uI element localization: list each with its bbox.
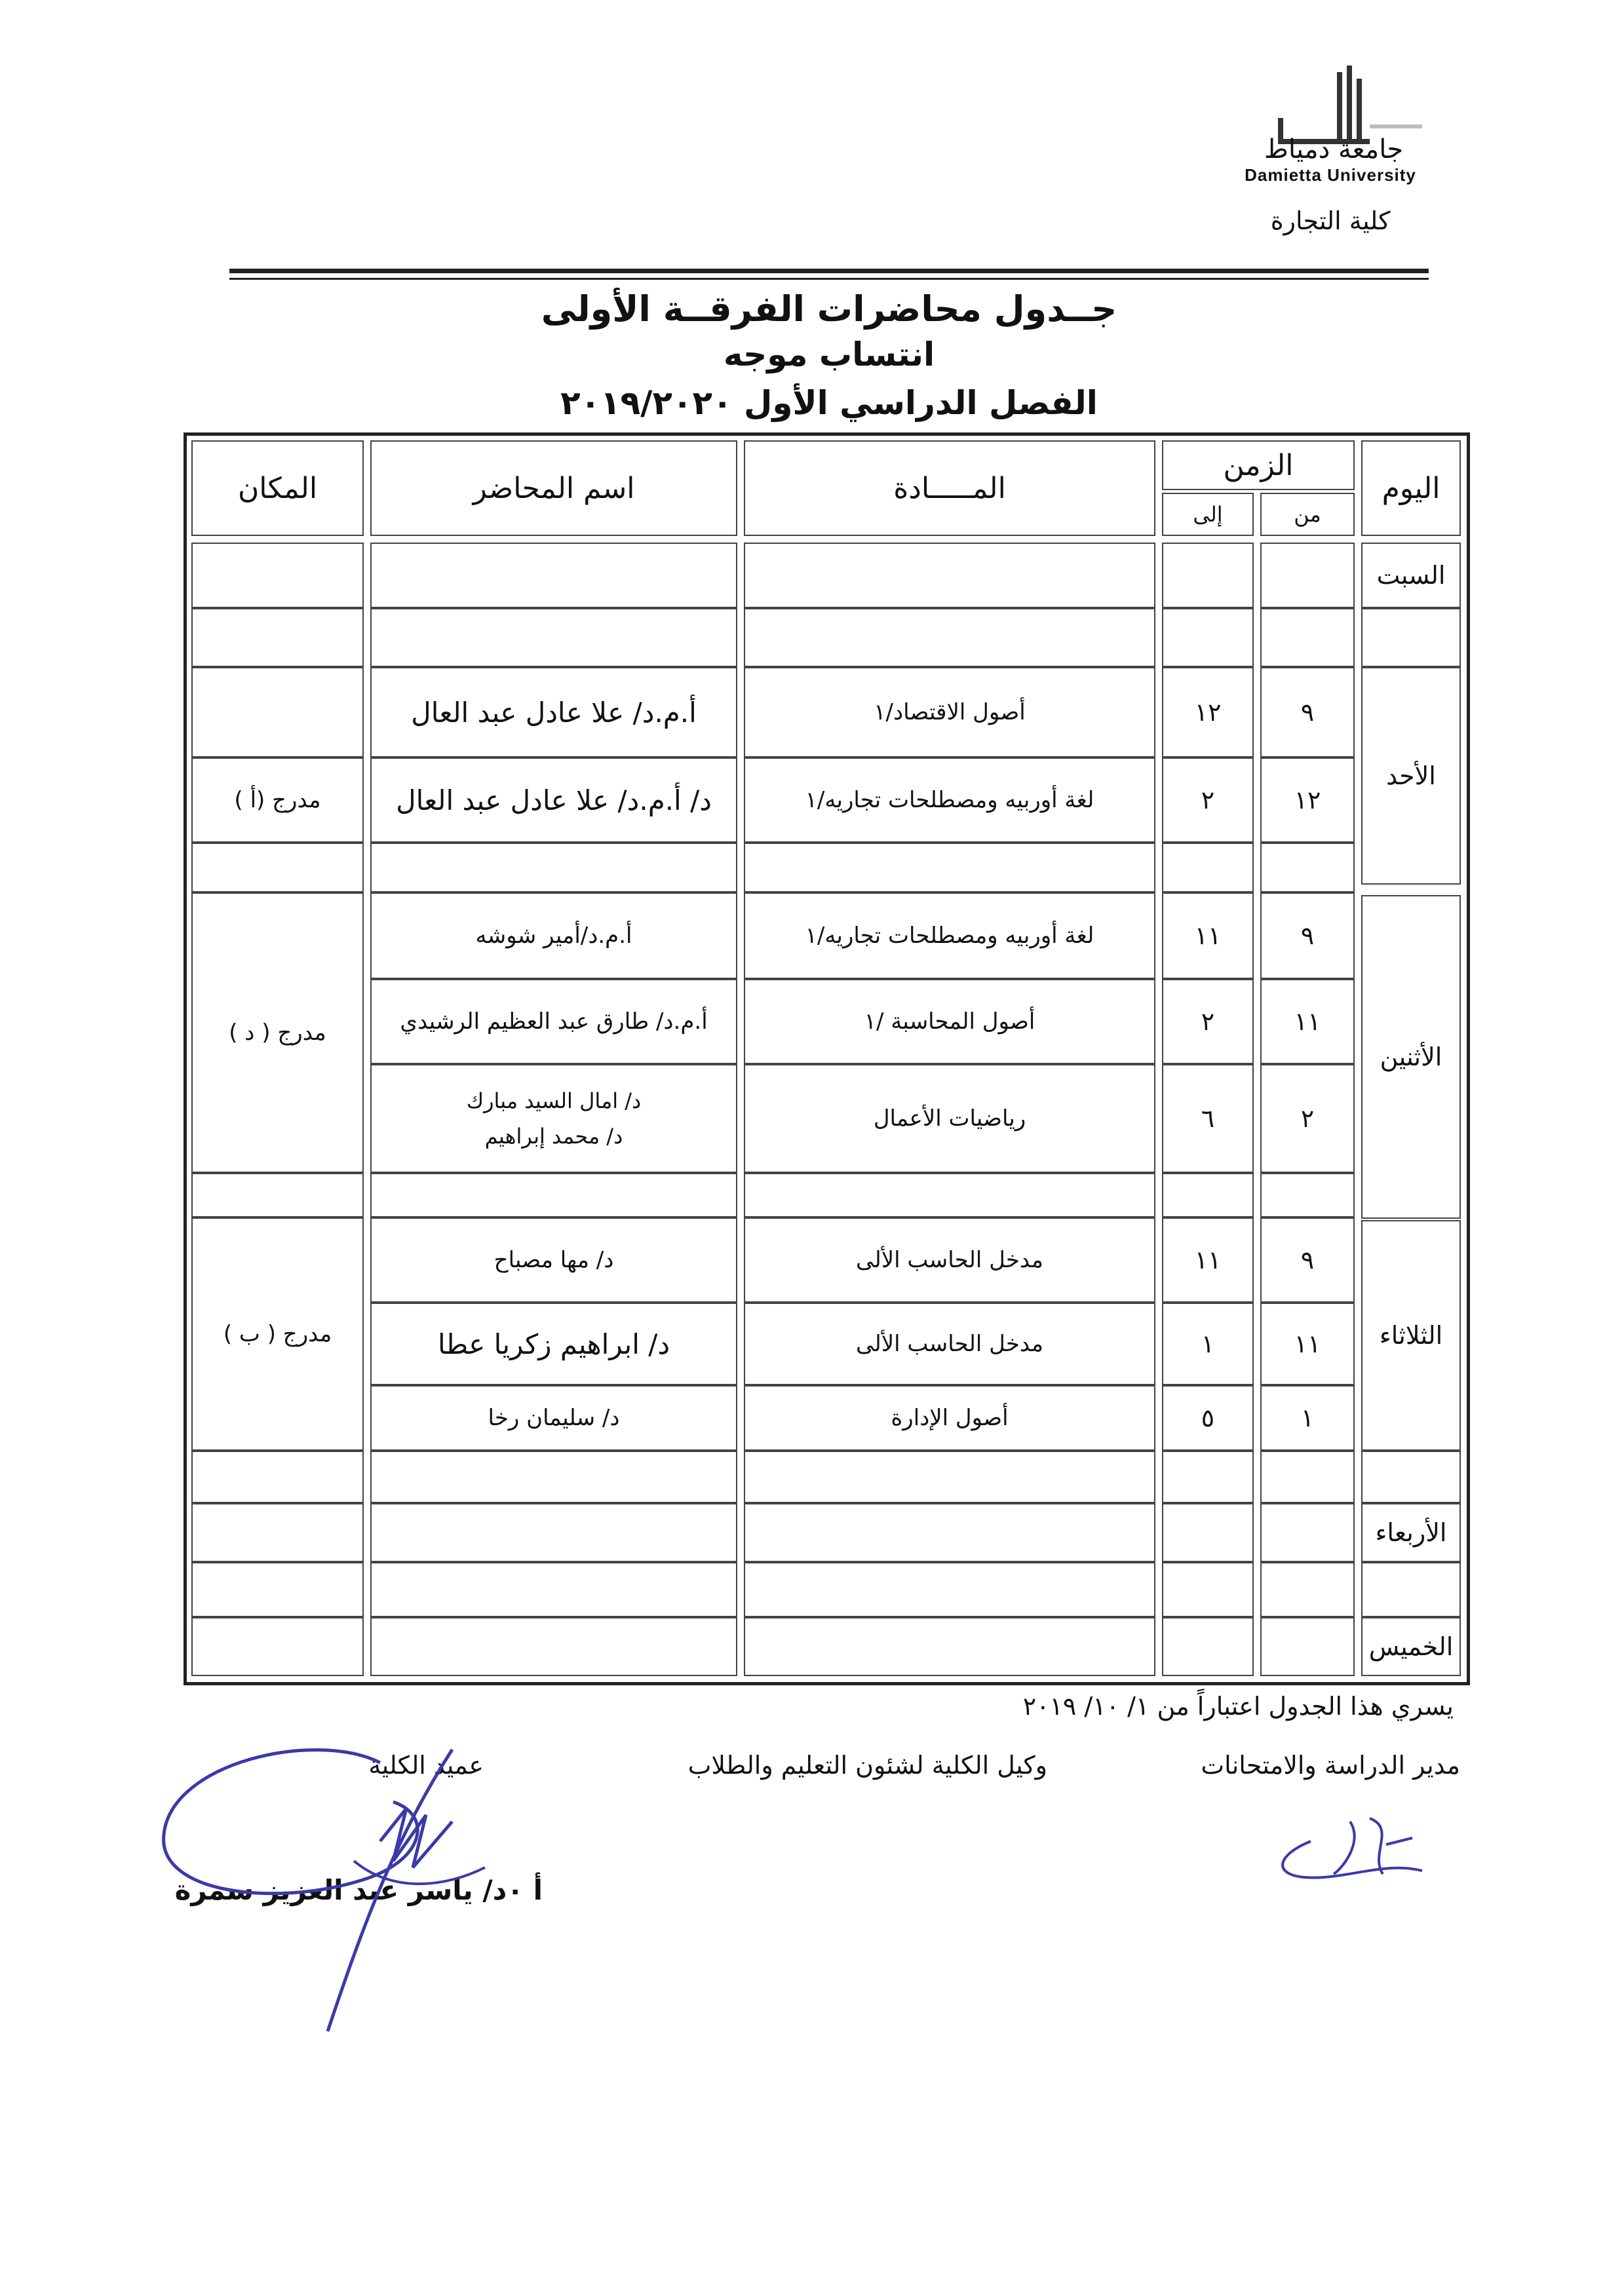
table-row-empty xyxy=(1260,543,1355,608)
row-3-lecturer: أ.م.د/أمير شوشه xyxy=(370,892,737,979)
table-row-empty xyxy=(744,1451,1155,1503)
row-8-subject: أصول الإدارة xyxy=(744,1385,1155,1451)
row-3-from: ٩ xyxy=(1260,892,1355,979)
row-5-lecturer-cell xyxy=(370,1064,737,1173)
table-row-empty xyxy=(1260,1503,1355,1562)
row-4-to: ٢ xyxy=(1162,979,1254,1064)
table-row-empty xyxy=(370,1617,737,1676)
dean-title: عميد الكلية xyxy=(368,1751,484,1780)
document-title: جــدول محاضرات الفرقــة الأولى xyxy=(541,288,1117,330)
row-2-lecturer: د/ أ.م.د/ علا عادل عبد العال xyxy=(370,757,737,843)
table-row-empty xyxy=(191,1451,364,1503)
table-row-empty xyxy=(744,1562,1155,1617)
header-rule xyxy=(229,269,1429,273)
row-5-from: ٢ xyxy=(1260,1064,1355,1173)
dean-name: أ ٠د/ ياسر عبد العزيز سمرة xyxy=(174,1874,543,1906)
place-hall-a: مدرج (أ ) xyxy=(191,757,364,843)
table-row-empty xyxy=(744,1503,1155,1562)
table-row-empty xyxy=(191,843,364,892)
semester-title: الفصل الدراسي الأول ٢٠١٩/٢٠٢٠ xyxy=(560,384,1098,422)
row-6-from: ٩ xyxy=(1260,1217,1355,1303)
row-8-from: ١ xyxy=(1260,1385,1355,1451)
place-sunday-top xyxy=(191,667,364,757)
table-row-empty xyxy=(1260,1451,1355,1503)
row-5-subject: رياضيات الأعمال xyxy=(744,1064,1155,1173)
table-row-empty xyxy=(744,608,1155,667)
row-3-subject: لغة أوربيه ومصطلحات تجاريه/١ xyxy=(744,892,1155,979)
day-saturday: السبت xyxy=(1361,543,1461,608)
table-row-empty xyxy=(370,1503,737,1562)
day-tuesday: الثلاثاء xyxy=(1361,1220,1461,1451)
table-row-empty xyxy=(1162,843,1254,892)
table-row-empty xyxy=(744,543,1155,608)
header-subject: المـــــادة xyxy=(744,440,1155,536)
row-4-from: ١١ xyxy=(1260,979,1355,1064)
row-6-lecturer: د/ مها مصباح xyxy=(370,1217,737,1303)
header-from: من xyxy=(1260,493,1355,536)
table-row-empty xyxy=(191,1173,364,1217)
header-place: المكان xyxy=(191,440,364,536)
row-2-to: ٢ xyxy=(1162,757,1254,843)
table-row-empty xyxy=(191,1562,364,1617)
table-row-empty xyxy=(370,543,737,608)
row-2-subject: لغة أوربيه ومصطلحات تجاريه/١ xyxy=(744,757,1155,843)
document-subtitle: انتساب موجه xyxy=(723,335,935,373)
table-row-empty xyxy=(1162,1173,1254,1217)
table-row-empty xyxy=(744,843,1155,892)
header-to: إلى xyxy=(1162,493,1254,536)
row-4-subject: أصول المحاسبة /١ xyxy=(744,979,1155,1064)
faculty-name: كلية التجارة xyxy=(1270,206,1391,235)
director-title: مدير الدراسة والامتحانات xyxy=(1201,1751,1460,1780)
day-thursday: الخميس xyxy=(1361,1617,1461,1676)
table-row-empty xyxy=(191,608,364,667)
header-day: اليوم xyxy=(1361,440,1461,536)
day-sunday: الأحد xyxy=(1361,667,1461,885)
table-row-empty xyxy=(191,1503,364,1562)
table-row-empty xyxy=(191,543,364,608)
day-wednesday-spacer2 xyxy=(1361,1562,1461,1617)
row-5-lecturer-2: د/ محمد إبراهيم xyxy=(484,1124,623,1149)
row-5-lecturer: د/ امال السيد مبارك xyxy=(466,1088,642,1113)
table-row-empty xyxy=(370,1451,737,1503)
row-4-lecturer: أ.م.د/ طارق عبد العظيم الرشيدي xyxy=(370,979,737,1064)
table-row-empty xyxy=(1260,1562,1355,1617)
row-3-to: ١١ xyxy=(1162,892,1254,979)
table-row-empty xyxy=(1162,1451,1254,1503)
table-row-empty xyxy=(370,1562,737,1617)
row-7-from: ١١ xyxy=(1260,1303,1355,1385)
row-1-lecturer: أ.م.د/ علا عادل عبد العال xyxy=(370,667,737,757)
row-1-to: ١٢ xyxy=(1162,667,1254,757)
dean-signature xyxy=(144,1736,537,2038)
row-7-to: ١ xyxy=(1162,1303,1254,1385)
row-6-subject: مدخل الحاسب الألى xyxy=(744,1217,1155,1303)
header-time: الزمن xyxy=(1162,440,1355,490)
table-row-empty xyxy=(1260,608,1355,667)
day-wednesday-spacer xyxy=(1361,1451,1461,1503)
row-5-to: ٦ xyxy=(1162,1064,1254,1173)
university-name-ar: جامعة دمياط xyxy=(1264,134,1404,164)
table-row-empty xyxy=(1260,843,1355,892)
table-row-empty xyxy=(1260,1617,1355,1676)
row-8-to: ٥ xyxy=(1162,1385,1254,1451)
place-hall-d: مدرج ( د ) xyxy=(191,892,364,1173)
table-row-empty xyxy=(370,1173,737,1217)
university-name-en: Damietta University xyxy=(1245,165,1416,185)
table-row-empty xyxy=(1162,1562,1254,1617)
vice-dean-title: وكيل الكلية لشئون التعليم والطلاب xyxy=(687,1751,1047,1780)
row-7-subject: مدخل الحاسب الألى xyxy=(744,1303,1155,1385)
header-rule-thin xyxy=(229,278,1429,280)
effective-date-note: يسري هذا الجدول اعتباراً من ١/ ١٠/ ٢٠١٩ xyxy=(1022,1692,1454,1721)
day-saturday-spacer xyxy=(1361,608,1461,667)
table-row-empty xyxy=(370,843,737,892)
day-wednesday: الأربعاء xyxy=(1361,1503,1461,1562)
row-1-subject: أصول الاقتصاد/١ xyxy=(744,667,1155,757)
row-8-lecturer: د/ سليمان رخا xyxy=(370,1385,737,1451)
table-row-empty xyxy=(744,1617,1155,1676)
table-row-empty xyxy=(370,608,737,667)
table-row-empty xyxy=(1162,608,1254,667)
table-row-empty xyxy=(1260,1173,1355,1217)
table-row-empty xyxy=(191,1617,364,1676)
director-signature xyxy=(1271,1808,1455,1907)
row-6-to: ١١ xyxy=(1162,1217,1254,1303)
table-row-empty xyxy=(1162,543,1254,608)
table-row-empty xyxy=(1162,1503,1254,1562)
table-row-empty xyxy=(744,1173,1155,1217)
day-monday: الأثنين xyxy=(1361,895,1461,1219)
place-hall-b: مدرج ( ب ) xyxy=(191,1217,364,1451)
table-row-empty xyxy=(1162,1617,1254,1676)
row-7-lecturer: د/ ابراهيم زكريا عطا xyxy=(370,1303,737,1385)
row-1-from: ٩ xyxy=(1260,667,1355,757)
row-2-from: ١٢ xyxy=(1260,757,1355,843)
header-lecturer: اسم المحاضر xyxy=(370,440,737,536)
